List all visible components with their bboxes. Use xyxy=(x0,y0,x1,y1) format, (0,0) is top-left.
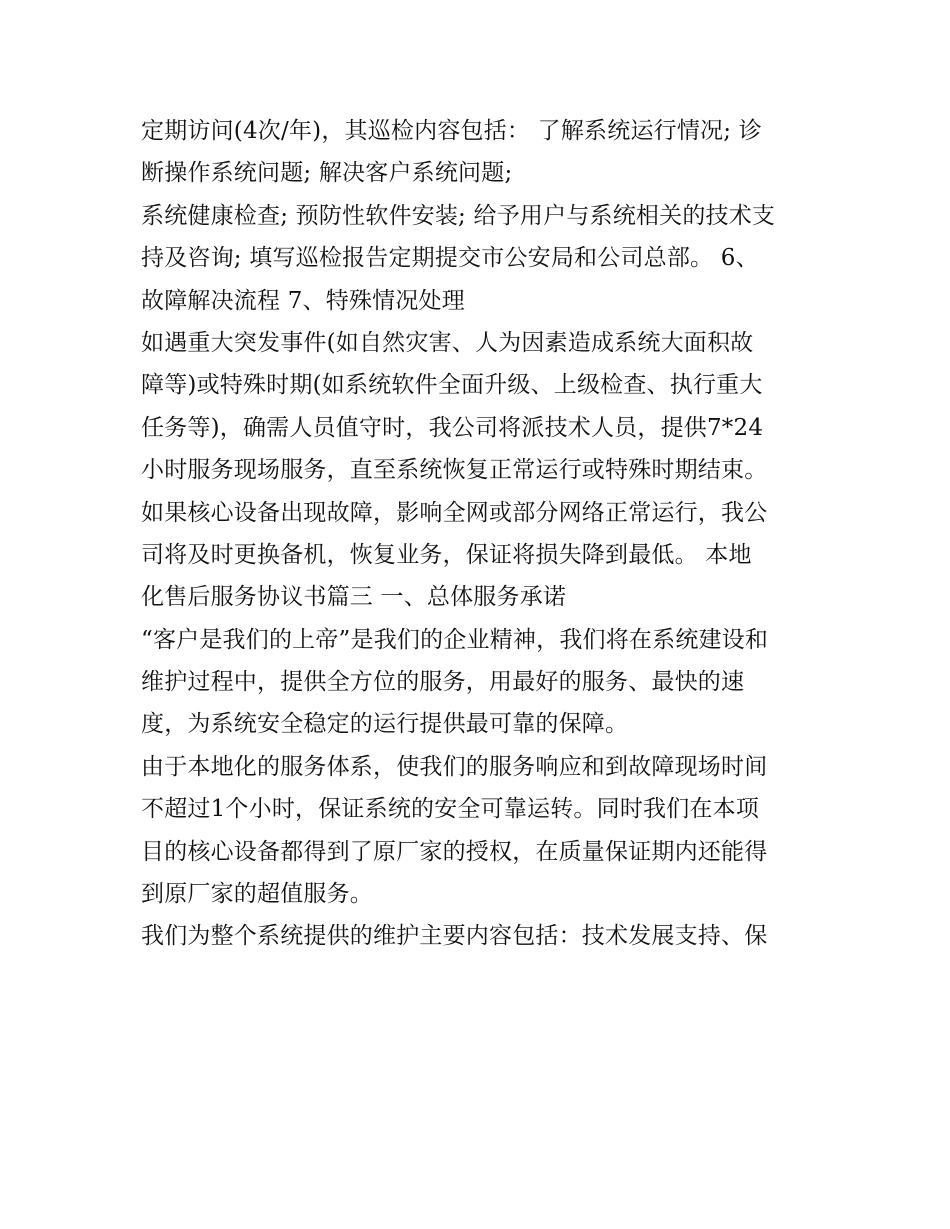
text-line: 持及咨询; 填写巡检报告定期提交市公安局和公司总部。 6、 xyxy=(141,245,759,272)
text-line: 如果核心设备出现故障，影响全网或部分网络正常运行，我公 xyxy=(141,499,768,526)
text-line: 到原厂家的超值服务。 xyxy=(141,881,373,908)
text-line: 定期访问(4次/年)，其巡检内容包括： 了解系统运行情况; 诊 xyxy=(141,118,762,144)
text-line: 由于本地化的服务体系，使我们的服务响应和到故障现场时间 xyxy=(141,753,768,780)
text-line: 不超过1个小时，保证系统的安全可靠运转。同时我们在本项 xyxy=(141,796,760,823)
text-line: 障等)或特殊时期(如系统软件全面升级、上级检查、执行重大 xyxy=(141,372,763,399)
text-line: 任务等)，确需人员值守时，我公司将派技术人员，提供7*24 xyxy=(141,414,764,441)
text-line: 系统健康检查; 预防性软件安装; 给予用户与系统相关的技术支 xyxy=(141,202,776,229)
text-line: 小时服务现场服务，直至系统恢复正常运行或特殊时期结束。 xyxy=(141,457,768,484)
text-line: 目的核心设备都得到了原厂家的授权，在质量保证期内还能得 xyxy=(141,838,768,865)
text-line: 我们为整个系统提供的维护主要内容包括：技术发展支持、保 xyxy=(141,923,768,950)
text-line: “客户是我们的上帝”是我们的企业精神，我们将在系统建设和 xyxy=(141,626,769,653)
document-body xyxy=(141,110,821,958)
text-line: 化售后服务协议书篇三 一、总体服务承诺 xyxy=(141,584,567,611)
text-line: 司将及时更换备机，恢复业务，保证将损失降到最低。 本地 xyxy=(141,541,752,568)
text-line: 断操作系统问题; 解决客户系统问题; xyxy=(141,160,513,187)
text-line: 如遇重大突发事件(如自然灾害、人为因素造成系统大面积故 xyxy=(141,329,754,356)
text-line: 度，为系统安全稳定的运行提供最可靠的保障。 xyxy=(141,711,629,738)
text-line: 故障解决流程 7、特殊情况处理 xyxy=(141,287,465,314)
text-line: 维护过程中，提供全方位的服务，用最好的服务、最快的速 xyxy=(141,669,745,696)
